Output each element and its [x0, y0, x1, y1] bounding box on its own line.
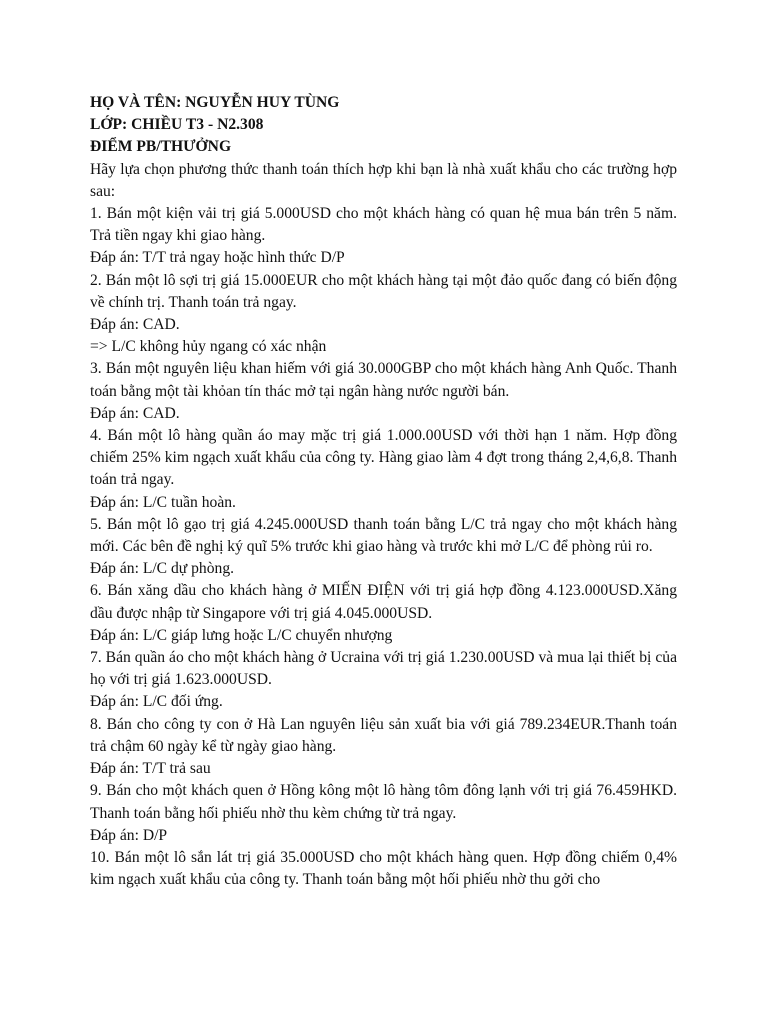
- answer-4: Đáp án: L/C tuần hoàn.: [90, 493, 236, 511]
- answer-3: Đáp án: CAD.: [90, 404, 180, 422]
- answer-1: Đáp án: T/T trả ngay hoặc hình thức D/P: [90, 249, 345, 267]
- question-10: 10. Bán một lô sắn lát trị giá 35.000USD cho một khách hàng quen. Hợp đồng chiếm 0,4% kim ngạch xuất khẩu của công ty. Thanh toán bằng một hối phiếu nhờ thu gởi cho: [90, 848, 677, 889]
- answer-8: Đáp án: T/T trả sau: [90, 760, 211, 778]
- question-9: 9. Bán cho một khách quen ở Hồng kông một lô hàng tôm đông lạnh với trị giá 76.459HKD. Thanh toán bằng hối phiếu nhờ thu kèm chứng từ trả ngay.: [90, 782, 677, 822]
- question-4: 4. Bán một lô hàng quần áo may mặc trị giá 1.000.00USD với thời hạn 1 năm. Hợp đồng chiếm 25% kim ngạch xuất khẩu của công ty. Hàng giao làm 4 đợt trong tháng 2,4,6,8. Thanh toán trả ngay.: [90, 427, 677, 489]
- answer-5: Đáp án: L/C dự phòng.: [90, 560, 235, 578]
- answer-2: Đáp án: CAD.: [90, 316, 180, 334]
- question-2: 2. Bán một lô sợi trị giá 15.000EUR cho một khách hàng tại một đảo quốc đang có biến động về chính trị. Thanh toán trả ngay.: [90, 271, 677, 311]
- question-6: 6. Bán xăng dầu cho khách hàng ở MIẾN ĐIỆN với trị giá hợp đồng 4.123.000USD.Xăng dầu được nhập từ Singapore với trị giá 4.045.000USD.: [90, 582, 677, 622]
- answer-9: Đáp án: D/P: [90, 826, 168, 844]
- question-7: 7. Bán quần áo cho một khách hàng ở Ucraina với trị giá 1.230.00USD và mua lại thiết bị của họ với trị giá 1.623.000USD.: [90, 649, 677, 689]
- intro-paragraph: Hãy lựa chọn phương thức thanh toán thích hợp khi bạn là nhà xuất khẩu cho các trường hợp sau:: [90, 160, 677, 200]
- class-line: LỚP: CHIỀU T3 - N2.308: [90, 116, 264, 134]
- document-page: [90, 92, 677, 891]
- score-line: ĐIỂM PB/THƯỞNG: [90, 138, 232, 156]
- question-3: 3. Bán một nguyên liệu khan hiếm với giá 30.000GBP cho một khách hàng Anh Quốc. Thanh toán bằng một tài khỏan tín thác mở tại ngân hàng nước người bán.: [90, 360, 677, 400]
- student-name: HỌ VÀ TÊN: NGUYỄN HUY TÙNG: [90, 94, 340, 111]
- answer-2-note: => L/C không hủy ngang có xác nhận: [90, 338, 327, 356]
- answer-7: Đáp án: L/C đối ứng.: [90, 693, 223, 711]
- answer-6: Đáp án: L/C giáp lưng hoặc L/C chuyển nhượng: [90, 626, 393, 644]
- question-8: 8. Bán cho công ty con ở Hà Lan nguyên liệu sản xuất bia với giá 789.234EUR.Thanh toán trả chậm 60 ngày kể từ ngày giao hàng.: [90, 715, 677, 755]
- question-5: 5. Bán một lô gạo trị giá 4.245.000USD thanh toán bằng L/C trả ngay cho một khách hàng mới. Các bên đề nghị ký quĩ 5% trước khi giao hàng và trước khi mở L/C để phòng rủi ro.: [90, 515, 677, 556]
- question-1: 1. Bán một kiện vải trị giá 5.000USD cho một khách hàng có quan hệ mua bán trên 5 năm. Trả tiền ngay khi giao hàng.: [90, 205, 677, 245]
